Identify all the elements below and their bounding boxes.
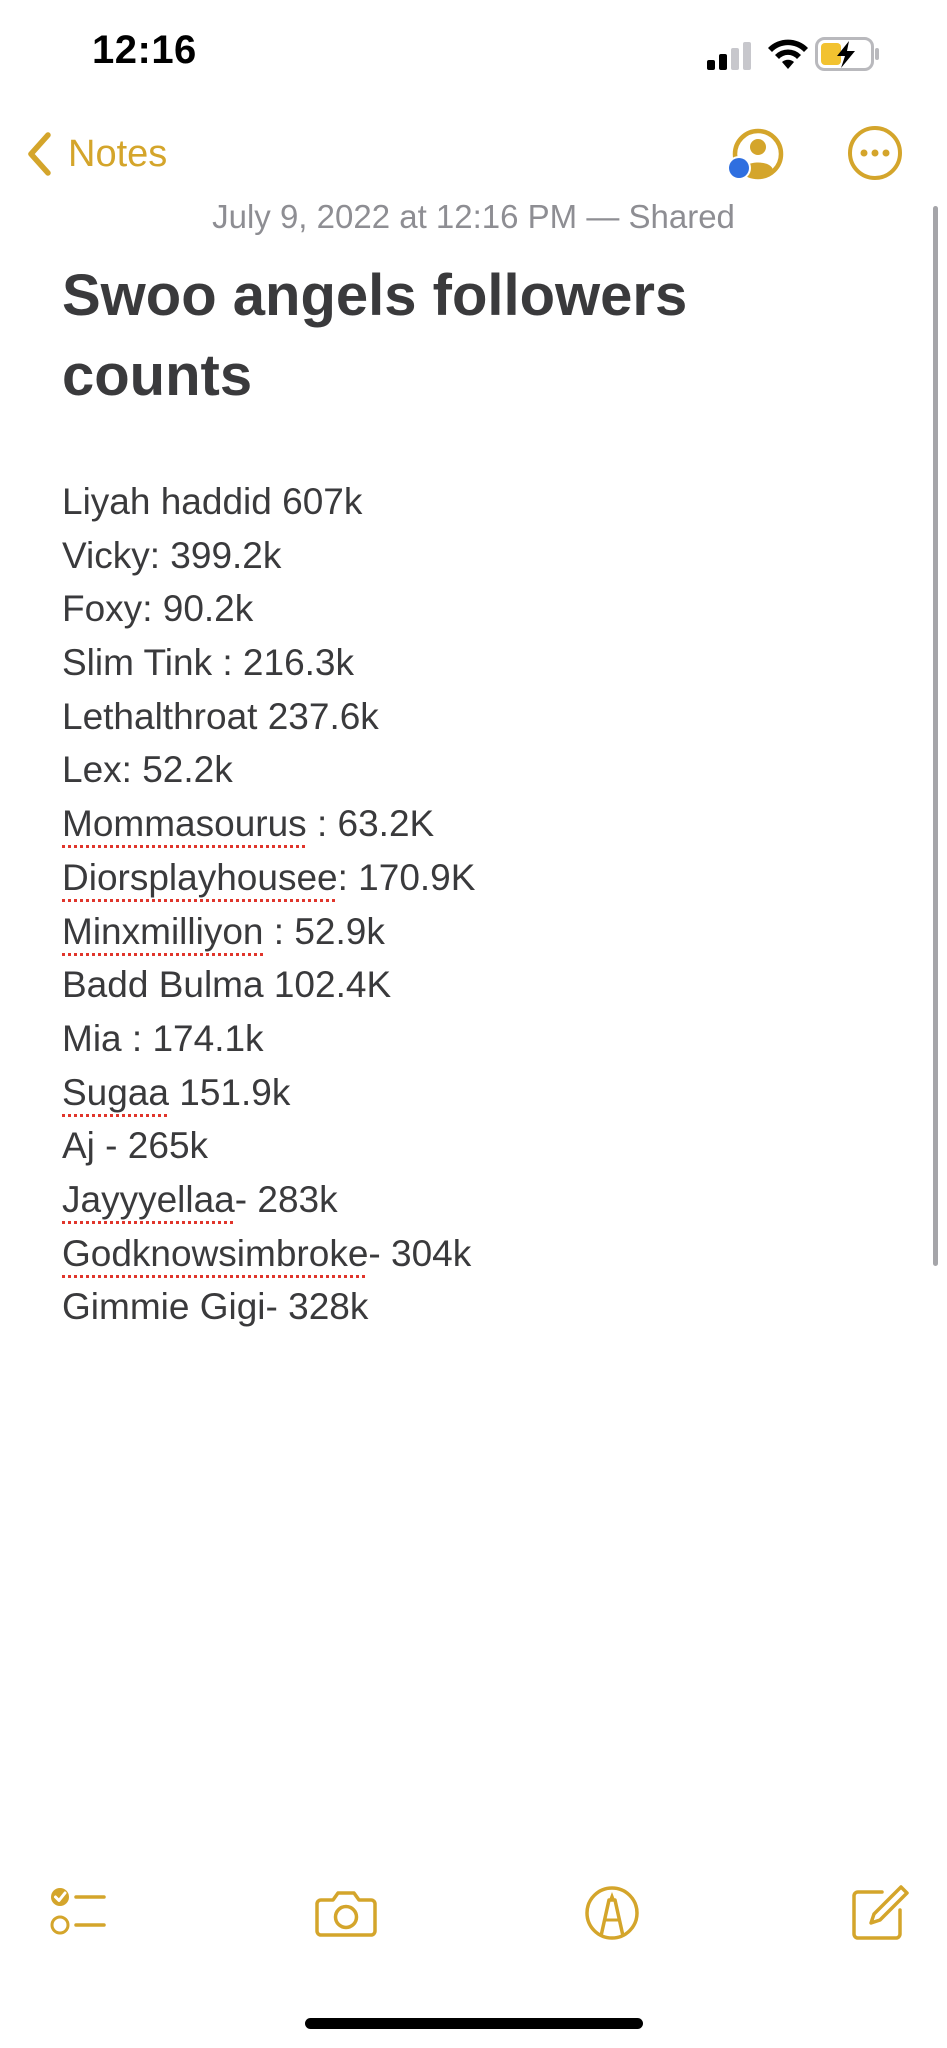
- note-line-name: Lethalthroat: [62, 695, 258, 737]
- note-line-name: Godknowsimbroke: [62, 1232, 369, 1274]
- note-line[interactable]: [62, 905, 882, 959]
- note-line-count: 102.4K: [263, 964, 392, 1006]
- note-line-count: - 328k: [265, 1286, 369, 1328]
- checklist-icon: [46, 1880, 112, 1946]
- note-line-name: Mia: [62, 1017, 122, 1059]
- note-line-count: : 216.3k: [212, 642, 355, 684]
- note-line[interactable]: [62, 1173, 882, 1227]
- note-line-name: Slim Tink: [62, 642, 213, 684]
- note-line-name: Liyah haddid: [62, 481, 272, 522]
- note-line[interactable]: [62, 636, 882, 690]
- note-line-name: Jayyyellaa: [62, 1178, 235, 1220]
- camera-button[interactable]: [313, 1880, 379, 1946]
- note-line[interactable]: [62, 1119, 882, 1173]
- note-line[interactable]: [62, 1012, 882, 1066]
- note-line-name: Vicky: [62, 534, 150, 576]
- battery-charging-icon: [815, 37, 881, 71]
- note-line-name: Sugaa: [62, 1071, 169, 1113]
- note-line[interactable]: [62, 743, 882, 797]
- note-title[interactable]: Swoo angels followers counts: [62, 263, 688, 408]
- note-date-shared: July 9, 2022 at 12:16 PM — Shared: [212, 198, 735, 235]
- note-line-name: Badd Bulma: [62, 964, 264, 1006]
- home-indicator[interactable]: [305, 2018, 643, 2029]
- markup-pen-icon: [579, 1880, 645, 1946]
- note-line-name: Mommasourus: [62, 803, 307, 845]
- note-line-count: : 90.2k: [142, 588, 254, 630]
- note-line[interactable]: [62, 582, 882, 636]
- note-line-name: Diorsplayhousee: [62, 856, 338, 898]
- compose-button[interactable]: [846, 1880, 912, 1946]
- note-body[interactable]: [62, 475, 882, 1334]
- note-line[interactable]: [62, 851, 882, 905]
- shared-collaboration-button[interactable]: [725, 124, 787, 186]
- note-line[interactable]: [62, 1227, 882, 1281]
- note-line-count: - 283k: [234, 1178, 338, 1220]
- status-bar: [0, 0, 947, 110]
- status-time: 12:16: [92, 28, 197, 72]
- note-line-name: Aj: [62, 1125, 95, 1167]
- note-line-count: : 52.2k: [121, 749, 233, 791]
- note-line-name: Gimmie Gigi: [62, 1286, 266, 1328]
- back-button[interactable]: [26, 124, 167, 184]
- markup-button[interactable]: [579, 1880, 645, 1946]
- note-line-count: - 304k: [368, 1232, 472, 1274]
- more-button[interactable]: [846, 124, 904, 182]
- cellular-signal-icon: [707, 42, 753, 70]
- note-line-count: 237.6k: [257, 695, 379, 737]
- note-line[interactable]: [62, 958, 882, 1012]
- note-line-count: 151.9k: [169, 1071, 291, 1113]
- note-line-name: Lex: [62, 749, 122, 791]
- compose-icon: [846, 1880, 912, 1946]
- note-line-count: : 63.2K: [306, 803, 435, 845]
- note-line-count: : 170.9K: [337, 856, 476, 898]
- note-line-name: Foxy: [62, 588, 143, 630]
- shared-person-icon: [725, 124, 787, 186]
- checklist-button[interactable]: [46, 1880, 112, 1946]
- note-line-count: : 174.1k: [121, 1017, 264, 1059]
- note-line-name: Minxmilliyon: [62, 910, 264, 952]
- note-line-count: - 265k: [94, 1125, 209, 1167]
- nav-bar: [0, 110, 947, 210]
- wifi-icon: [767, 38, 809, 70]
- back-label: Notes: [68, 132, 168, 175]
- note-line[interactable]: [62, 475, 882, 529]
- note-line[interactable]: [62, 690, 882, 744]
- note-line-count: 607k: [271, 481, 363, 522]
- note-line-count: : 52.9k: [263, 910, 385, 952]
- more-ellipsis-icon: [846, 124, 904, 182]
- note-line[interactable]: [62, 1066, 882, 1120]
- bottom-toolbar: [0, 1880, 947, 1970]
- note-line[interactable]: [62, 1280, 882, 1334]
- note-line[interactable]: [62, 797, 882, 851]
- scroll-indicator[interactable]: [933, 206, 938, 1266]
- chevron-left-icon: [26, 132, 52, 176]
- camera-icon: [313, 1880, 379, 1946]
- note-line[interactable]: [62, 529, 882, 583]
- note-line-count: : 399.2k: [149, 534, 282, 576]
